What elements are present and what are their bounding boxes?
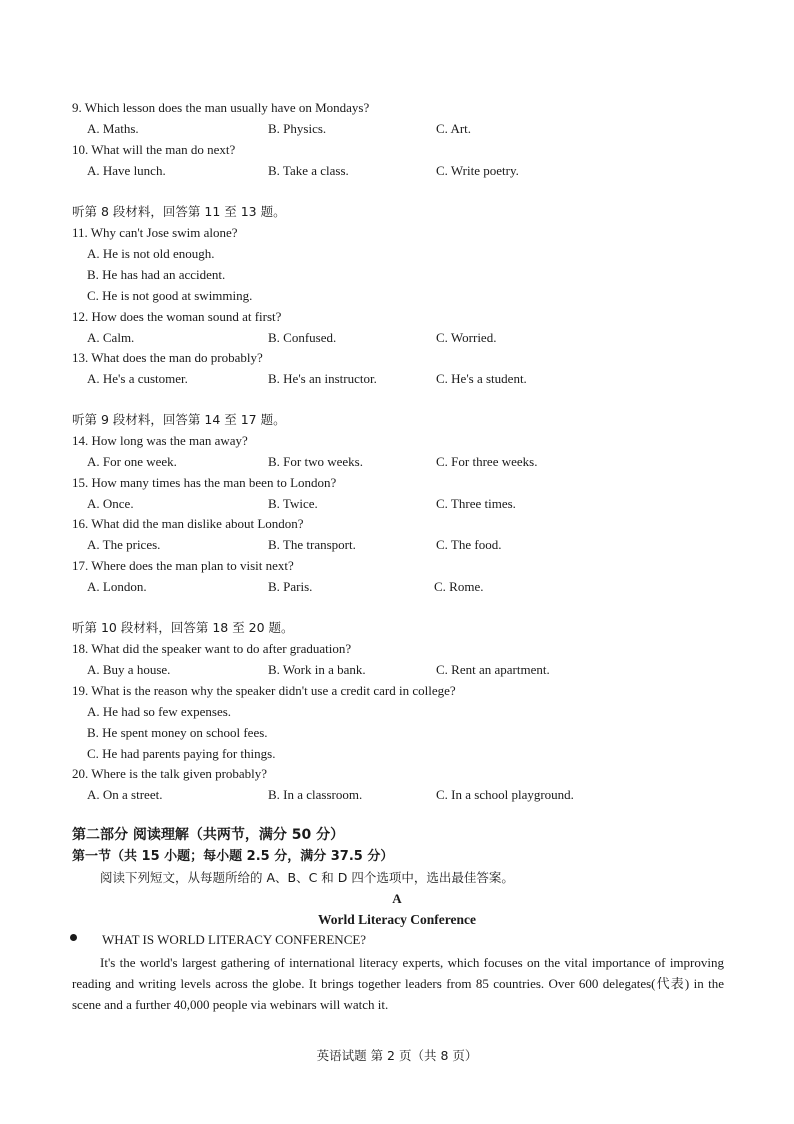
reading-instruction: 阅读下列短文，从每题所给的 A、B、C 和 D 四个选项中，选出最佳答案。 xyxy=(100,870,514,885)
q9-option-c: C. Art. xyxy=(436,121,472,136)
q11-option-a: A. He is not old enough. xyxy=(87,246,215,261)
question-11: 11. Why can't Jose swim alone? xyxy=(72,225,238,240)
q20-option-c: C. In a school playground. xyxy=(436,787,574,802)
section-10-instruction: 听第 10 段材料，回答第 18 至 20 题。 xyxy=(72,620,294,635)
q16-option-a: A. The prices. xyxy=(87,537,161,552)
q18-option-b: B. Work in a bank. xyxy=(268,662,366,677)
question-12: 12. How does the woman sound at first? xyxy=(72,309,282,324)
section-9-instruction: 听第 9 段材料，回答第 14 至 17 题。 xyxy=(72,412,286,427)
q15-option-a: A. Once. xyxy=(87,496,134,511)
question-14: 14. How long was the man away? xyxy=(72,433,248,448)
q17-option-b: B. Paris. xyxy=(268,579,313,594)
q19-option-c: C. He had parents paying for things. xyxy=(87,746,276,761)
q13-option-b: B. He's an instructor. xyxy=(268,371,377,386)
q12-option-c: C. Worried. xyxy=(436,330,497,345)
bullet-heading: WHAT IS WORLD LITERACY CONFERENCE? xyxy=(102,932,367,947)
q9-option-b: B. Physics. xyxy=(268,121,327,136)
q10-option-c: C. Write poetry. xyxy=(436,163,519,178)
passage-paragraph: It's the world's largest gathering of international literacy experts, which focuses on the vital importance of improving reading and writing levels across the globe. It brings together leaders from 85 countries. Over 600 delegates(代表) in the scene and a further 40,000 people via webinars will watch it. xyxy=(72,955,724,1012)
section1-heading: 第一节（共 15 小题；每小题 2.5 分，满分 37.5 分） xyxy=(72,849,394,864)
question-18: 18. What did the speaker want to do after graduation? xyxy=(72,641,352,656)
q18-option-a: A. Buy a house. xyxy=(87,662,171,677)
question-16: 16. What did the man dislike about London? xyxy=(72,516,304,531)
q11-option-b: B. He has had an accident. xyxy=(87,267,226,282)
question-19: 19. What is the reason why the speaker didn't use a credit card in college? xyxy=(72,683,456,698)
section-8-instruction: 听第 8 段材料，回答第 11 至 13 题。 xyxy=(72,204,286,219)
q17-option-c: C. Rome. xyxy=(434,579,484,594)
q19-option-a: A. He had so few expenses. xyxy=(87,704,232,719)
q12-option-a: A. Calm. xyxy=(87,330,135,345)
q9-option-a: A. Maths. xyxy=(87,121,139,136)
bullet-icon xyxy=(70,934,77,941)
q18-option-c: C. Rent an apartment. xyxy=(436,662,550,677)
passage-letter: A xyxy=(392,891,402,906)
q15-option-b: B. Twice. xyxy=(268,496,318,511)
part2-heading: 第二部分 阅读理解（共两节，满分 50 分） xyxy=(72,827,345,843)
q10-option-a: A. Have lunch. xyxy=(87,163,166,178)
q13-option-a: A. He's a customer. xyxy=(87,371,188,386)
q15-option-c: C. Three times. xyxy=(436,496,516,511)
q13-option-c: C. He's a student. xyxy=(436,371,527,386)
q20-option-a: A. On a street. xyxy=(87,787,163,802)
q12-option-b: B. Confused. xyxy=(268,330,337,345)
q19-option-b: B. He spent money on school fees. xyxy=(87,725,268,740)
q16-option-c: C. The food. xyxy=(436,537,502,552)
q16-option-b: B. The transport. xyxy=(268,537,356,552)
passage-title: World Literacy Conference xyxy=(318,912,476,927)
page-footer: 英语试题 第 2 页（共 8 页） xyxy=(316,1048,478,1063)
q20-option-b: B. In a classroom. xyxy=(268,787,363,802)
question-20: 20. Where is the talk given probably? xyxy=(72,766,268,781)
question-17: 17. Where does the man plan to visit next? xyxy=(72,558,294,573)
question-13: 13. What does the man do probably? xyxy=(72,350,263,365)
q14-option-b: B. For two weeks. xyxy=(268,454,363,469)
question-15: 15. How many times has the man been to London? xyxy=(72,475,337,490)
q14-option-c: C. For three weeks. xyxy=(436,454,538,469)
q10-option-b: B. Take a class. xyxy=(268,163,349,178)
question-10: 10. What will the man do next? xyxy=(72,142,236,157)
question-9: 9. Which lesson does the man usually have on Mondays? xyxy=(72,100,370,115)
q14-option-a: A. For one week. xyxy=(87,454,177,469)
q17-option-a: A. London. xyxy=(87,579,147,594)
q11-option-c: C. He is not good at swimming. xyxy=(87,288,253,303)
